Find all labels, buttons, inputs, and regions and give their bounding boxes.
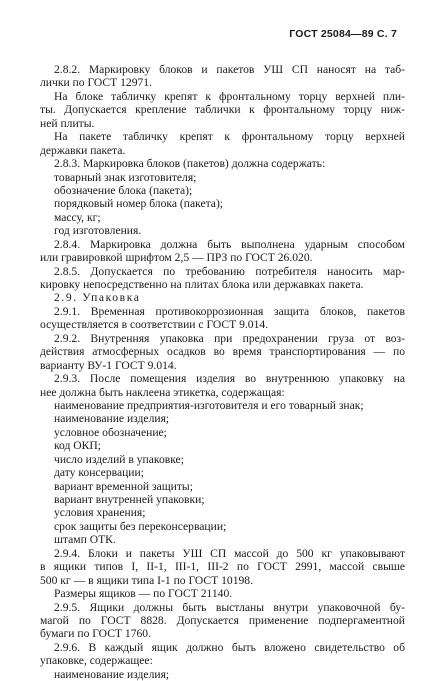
text-line: 2.9.3. После помещения изделия во внутреннюю упаковку на <box>54 372 405 386</box>
text-line: упаковке, содержащее: <box>40 654 153 668</box>
text-line: вариант внутренней упаковки; <box>54 493 205 506</box>
text-line: 2.8.3. Маркировка блоков (пакетов) должна содержать: <box>54 157 326 171</box>
text-line: нее должна быть наклеена этикетка, содержащая: <box>40 385 285 399</box>
text-line: лички по ГОСТ 12971. <box>40 76 152 90</box>
page-header: ГОСТ 25084—89 С. 7 <box>289 28 397 40</box>
text-line: державки пакета. <box>40 143 126 157</box>
text-line: дату консервации; <box>54 466 144 480</box>
text-line: Размеры ящиков — по ГОСТ 21140. <box>54 587 233 601</box>
text-line: 2.8.4. Маркировка должна быть выполнена ударным способом <box>54 237 405 251</box>
text-line: срок защиты без переконсервации; <box>54 519 227 533</box>
text-line: вариант временной защиты; <box>54 479 193 493</box>
text-line: 2.8.5. Допускается по требованию потребителя наносить мар- <box>54 264 405 278</box>
document-body <box>40 63 405 681</box>
text-line: 2.8.2. Маркировку блоков и пакетов УШ СП наносят на таб- <box>54 63 405 76</box>
text-line: 2.9.4. Блоки и пакеты УШ СП массой до 500 кг упаковывают <box>54 546 405 560</box>
text-line: наименование изделия; <box>54 667 170 681</box>
text-line: 2.9.5. Ящики должны быть выстланы внутри упаковочной бу- <box>54 600 405 614</box>
text-line: ты. Допускается крепление таблички к фронтальному торцу ниж- <box>40 103 405 117</box>
text-line: обозначение блока (пакета); <box>54 183 193 197</box>
text-line: 2.9.1. Временная противокоррозионная защита блоков, пакетов <box>54 304 405 318</box>
text-line: На блоке табличку крепят к фронтальному торцу верхней пли- <box>54 89 405 103</box>
section-heading: 2.9. Упаковка <box>54 291 141 305</box>
text-line: варианту ВУ-1 ГОСТ 9.014. <box>40 358 177 372</box>
text-line: кировку непосредственно на плитах блока или державках пакета. <box>40 278 364 291</box>
text-line: код ОКП; <box>54 439 102 453</box>
text-line: год изготовления. <box>54 224 142 238</box>
text-line: осуществляется в соответствии с ГОСТ 9.014. <box>40 318 269 332</box>
text-line: магой по ГОСТ 8828. Допускается применение подпергаментной <box>40 613 405 627</box>
text-line: 500 кг — в ящики типа I-1 по ГОСТ 10198. <box>40 573 254 587</box>
text-line: наименование предприятия-изготовителя и его товарный знак; <box>54 398 364 412</box>
text-line: товарный знак изготовителя; <box>54 170 197 184</box>
text-line: ней плиты. <box>40 116 95 130</box>
text-line: порядковый номер блока (пакета); <box>54 197 224 211</box>
text-line: или гравировкой шрифтом 2,5 — ПРЗ по ГОСТ 26.020. <box>40 251 313 265</box>
text-line: массу, кг; <box>54 210 101 224</box>
text-line: число изделий в упаковке; <box>54 452 184 466</box>
text-line: действия атмосферных осадков во время транспортирования — по <box>40 345 405 359</box>
text-line: условное обозначение; <box>54 425 167 439</box>
text-line: бумаги по ГОСТ 1760. <box>40 627 151 641</box>
text-line: 2.9.6. В каждый ящик должно быть вложено свидетельство об <box>54 640 405 654</box>
text-line: наименование изделия; <box>54 412 170 426</box>
text-line: 2.9.2. Внутренняя упаковка при предохранении груза от воз- <box>54 331 405 345</box>
text-line: На пакете табличку крепят к фронтальному торцу верхней <box>54 130 405 144</box>
text-line: штамп ОТК. <box>54 533 116 547</box>
text-line: в ящики типов I, II-1, III-1, III-2 по ГОСТ 2991, массой свыше <box>40 560 405 574</box>
text-line: условия хранения; <box>54 506 146 520</box>
